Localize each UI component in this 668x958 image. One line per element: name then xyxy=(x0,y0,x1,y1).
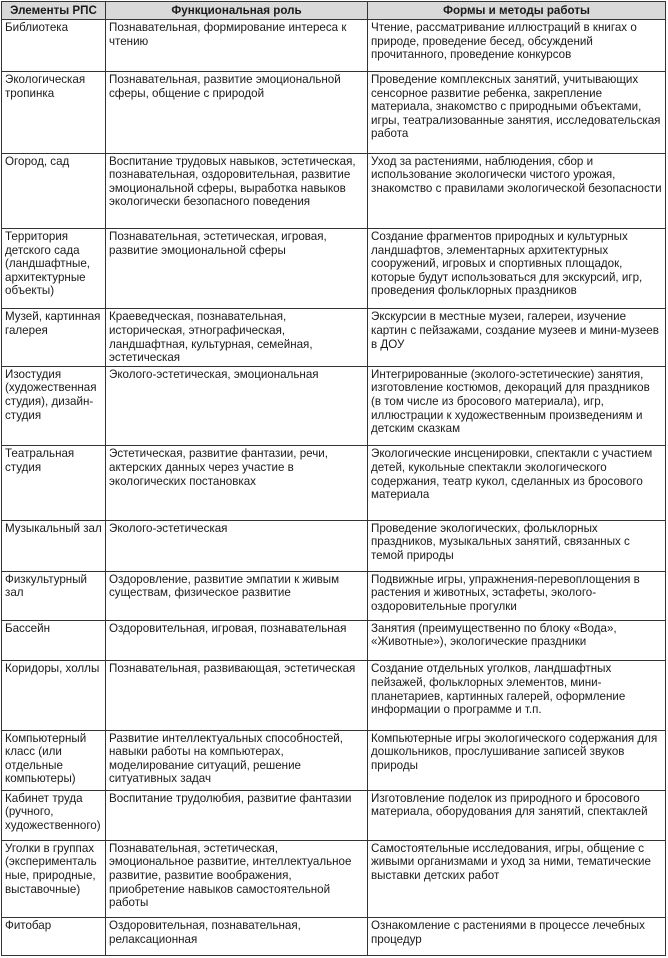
cell-methods: Проведение комплексных занятий, учитывающих сенсорное развитие ребенка, закрепление материала, знакомство с природными объектами, игры, театрализованные занятия, исследовательская работа xyxy=(368,71,666,153)
table-row xyxy=(2,730,666,790)
cell-methods: Подвижные игры, упражнения-перевоплощения в растения и животных, эстафеты, эколого-оздоровительные прогулки xyxy=(368,571,666,620)
header-role: Функциональная роль xyxy=(106,2,368,20)
cell-methods: Уход за растениями, наблюдения, сбор и использование экологически чистого урожая, знакомство с правилами экологической безопасности xyxy=(368,153,666,228)
cell-element: Бассейн xyxy=(2,620,106,661)
table-row xyxy=(2,153,666,228)
table-row xyxy=(2,661,666,730)
cell-methods: Чтение, рассматривание иллюстраций в книгах о природе, проведение бесед, обсуждений прочитанного, проведение конкурсов xyxy=(368,20,666,72)
table-row xyxy=(2,918,666,956)
cell-role: Познавательная, эстетическая, эмоциональное развитие, интеллектуальное развитие, развитие воображения, приобретение навыков самостоятельной работы xyxy=(106,840,368,917)
cell-role: Воспитание трудолюбия, развитие фантазии xyxy=(106,790,368,840)
cell-methods: Интегрированные (эколого-эстетические) занятия, изготовление костюмов, декораций для праздников (в том числе из бросового материала), игр, иллюстрации к художественным произведениям и детским сказкам xyxy=(368,366,666,445)
table-row xyxy=(2,571,666,620)
cell-element: Изостудия (художественная студия), дизайн-студия xyxy=(2,366,106,445)
cell-role: Познавательная, формирование интереса к чтению xyxy=(106,20,368,72)
cell-methods: Изготовление поделок из природного и бросового материала, оборудования для занятий, спектаклей xyxy=(368,790,666,840)
header-row xyxy=(2,2,666,20)
cell-role: Оздоровление, развитие эмпатии к живым существам, физическое развитие xyxy=(106,571,368,620)
cell-element: Театральная студия xyxy=(2,446,106,520)
cell-role: Эстетическая, развитие фантазии, речи, актерских данных через участие в экологических постановках xyxy=(106,446,368,520)
cell-role: Оздоровительная, игровая, познавательная xyxy=(106,620,368,661)
cell-element: Фитобар xyxy=(2,918,106,956)
cell-element: Экологическая тропинка xyxy=(2,71,106,153)
cell-methods: Проведение экологических, фольклорных праздников, музыкальных занятий, связанных с темой природы xyxy=(368,520,666,571)
cell-element: Кабинет труда (ручного, художественного) xyxy=(2,790,106,840)
table-body xyxy=(2,20,666,956)
cell-element: Библиотека xyxy=(2,20,106,72)
table-row xyxy=(2,309,666,366)
table-row xyxy=(2,620,666,661)
cell-element: Огород, сад xyxy=(2,153,106,228)
table-row xyxy=(2,790,666,840)
table-header xyxy=(2,2,666,20)
rps-table xyxy=(1,1,666,956)
cell-methods: Самостоятельные исследования, игры, общение с живыми организмами и уход за ними, тематические выставки детских работ xyxy=(368,840,666,917)
table-row xyxy=(2,840,666,917)
cell-role: Краеведческая, познавательная, историческая, этнографическая, ландшафтная, культурная, семейная, эстетическая xyxy=(106,309,368,366)
table-row xyxy=(2,228,666,309)
cell-methods: Занятия (преимущественно по блоку «Вода», «Животные»), экологические праздники xyxy=(368,620,666,661)
cell-methods: Создание фрагментов природных и культурных ландшафтов, элементарных архитектурных сооружений, игровых и спортивных площадок, которые будут использоваться для экскурсий, игр, проведения фольклорных праздников xyxy=(368,228,666,309)
cell-element: Уголки в группах (экспериментальные, природные, выставочные) xyxy=(2,840,106,917)
table-row xyxy=(2,366,666,445)
cell-role: Эколого-эстетическая, эмоциональная xyxy=(106,366,368,445)
header-methods: Формы и методы работы xyxy=(368,2,666,20)
cell-element: Музей, картинная галерея xyxy=(2,309,106,366)
cell-element: Коридоры, холлы xyxy=(2,661,106,730)
cell-role: Эколого-эстетическая xyxy=(106,520,368,571)
cell-element: Музыкальный зал xyxy=(2,520,106,571)
table-row xyxy=(2,446,666,520)
table-row xyxy=(2,520,666,571)
cell-role: Познавательная, развивающая, эстетическая xyxy=(106,661,368,730)
cell-element: Компьютерный класс (или отдельные компьютеры) xyxy=(2,730,106,790)
cell-role: Оздоровительная, познавательная, релаксационная xyxy=(106,918,368,956)
cell-role: Познавательная, развитие эмоциональной сферы, общение с природой xyxy=(106,71,368,153)
table-row xyxy=(2,20,666,72)
cell-methods: Ознакомление с растениями в процессе лечебных процедур xyxy=(368,918,666,956)
cell-element: Физкультурный зал xyxy=(2,571,106,620)
cell-methods: Экскурсии в местные музеи, галереи, изучение картин с пейзажами, создание музеев и мини-музеев в ДОУ xyxy=(368,309,666,366)
cell-role: Познавательная, эстетическая, игровая, развитие эмоциональной сферы xyxy=(106,228,368,309)
cell-role: Развитие интеллектуальных способностей, навыки работы на компьютерах, моделирование ситуаций, решение ситуативных задач xyxy=(106,730,368,790)
cell-methods: Компьютерные игры экологического содержания для дошкольников, прослушивание записей звуков природы xyxy=(368,730,666,790)
table-row xyxy=(2,71,666,153)
cell-methods: Экологические инсценировки, спектакли с участием детей, кукольные спектакли экологического содержания, театр кукол, сделанных из бросового материала xyxy=(368,446,666,520)
cell-methods: Создание отдельных уголков, ландшафтных пейзажей, фольклорных элементов, мини-планетариев, картинных галерей, оформление информации о программе и т.п. xyxy=(368,661,666,730)
header-elements: Элементы РПС xyxy=(2,2,106,20)
cell-role: Воспитание трудовых навыков, эстетическая, познавательная, оздоровительная, развитие эмоциональной сферы, выработка навыков экологически безопасного поведения xyxy=(106,153,368,228)
cell-element: Территория детского сада (ландшафтные, архитектурные объекты) xyxy=(2,228,106,309)
